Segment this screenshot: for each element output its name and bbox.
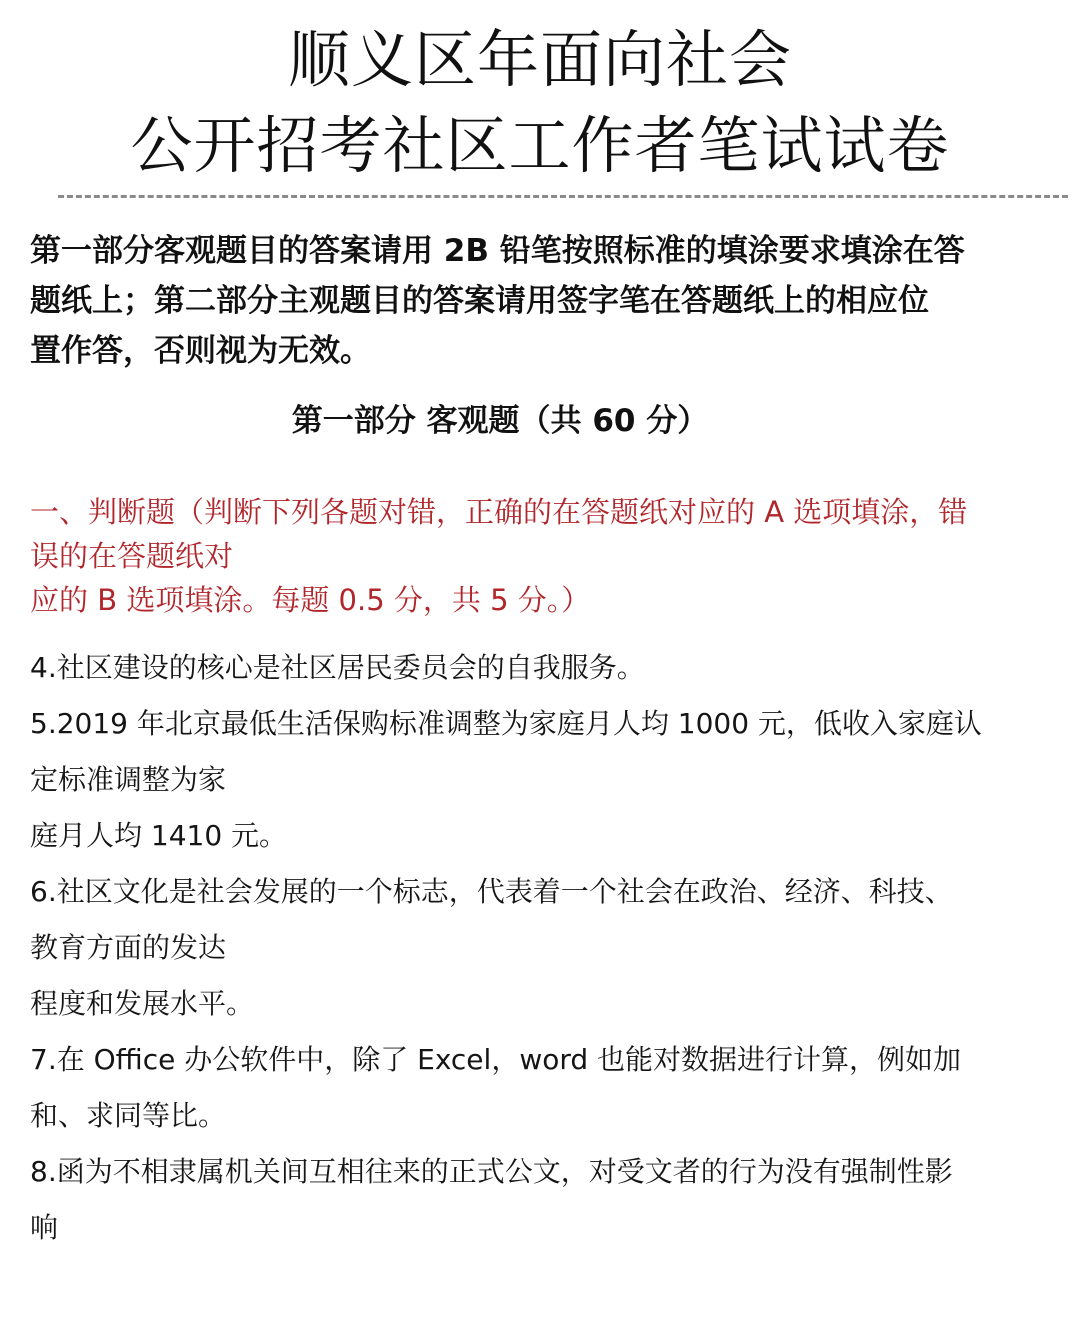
question-line: 庭月人均 1410 元。 — [30, 819, 288, 852]
question-line: 程度和发展水平。 — [30, 987, 255, 1020]
instruction-line: 误的在答题纸对 — [30, 539, 234, 573]
instruction-line: 应的 B 选项填涂。每题 0.5 分，共 5 分。） — [30, 583, 591, 617]
instruction-line: 一、判断题（判断下列各题对错，正确的在答题纸对应的 A 选项填涂，错 — [30, 495, 968, 529]
true-false-instruction — [30, 490, 1060, 622]
question-line: 响 — [30, 1211, 59, 1244]
answer-notice-line: 题纸上；第二部分主观题目的答案请用签字笔在答题纸上的相应位 — [30, 283, 929, 319]
exam-title-line-2: 公开招考社区工作者笔试试卷 — [130, 109, 950, 182]
question-item — [30, 864, 1060, 1032]
question-line: 定标准调整为家 — [30, 763, 227, 796]
section-heading: 第一部分 客观题（共 60 分） — [291, 403, 709, 439]
dashed-divider — [58, 195, 1068, 198]
question-line: 4.社区建设的核心是社区居民委员会的自我服务。 — [30, 651, 645, 684]
question-line: 和、求同等比。 — [30, 1099, 227, 1132]
question-line: 8.函为不相隶属机关间互相往来的正式公文，对受文者的行为没有强制性影 — [30, 1155, 953, 1188]
exam-title-line-1: 顺义区年面向社会 — [287, 23, 792, 96]
question-item — [30, 1144, 1060, 1256]
question-line: 5.2019 年北京最低生活保购标准调整为家庭月人均 1000 元，低收入家庭认 — [30, 707, 982, 740]
question-item — [30, 1032, 1060, 1144]
question-list — [30, 640, 1060, 1256]
answer-notice-line: 第一部分客观题目的答案请用 2B 铅笔按照标准的填涂要求填涂在答 — [30, 233, 965, 269]
question-line: 教育方面的发达 — [30, 931, 227, 964]
answer-notice-line: 置作答，否则视为无效。 — [30, 333, 371, 369]
question-item — [30, 696, 1060, 864]
question-line: 7.在 Office 办公软件中，除了 Excel，word 也能对数据进行计算，例如加 — [30, 1043, 962, 1076]
question-line: 6.社区文化是社会发展的一个标志，代表着一个社会在政治、经济、科技、 — [30, 875, 953, 908]
question-item — [30, 640, 1060, 696]
answer-notice — [30, 226, 1055, 376]
